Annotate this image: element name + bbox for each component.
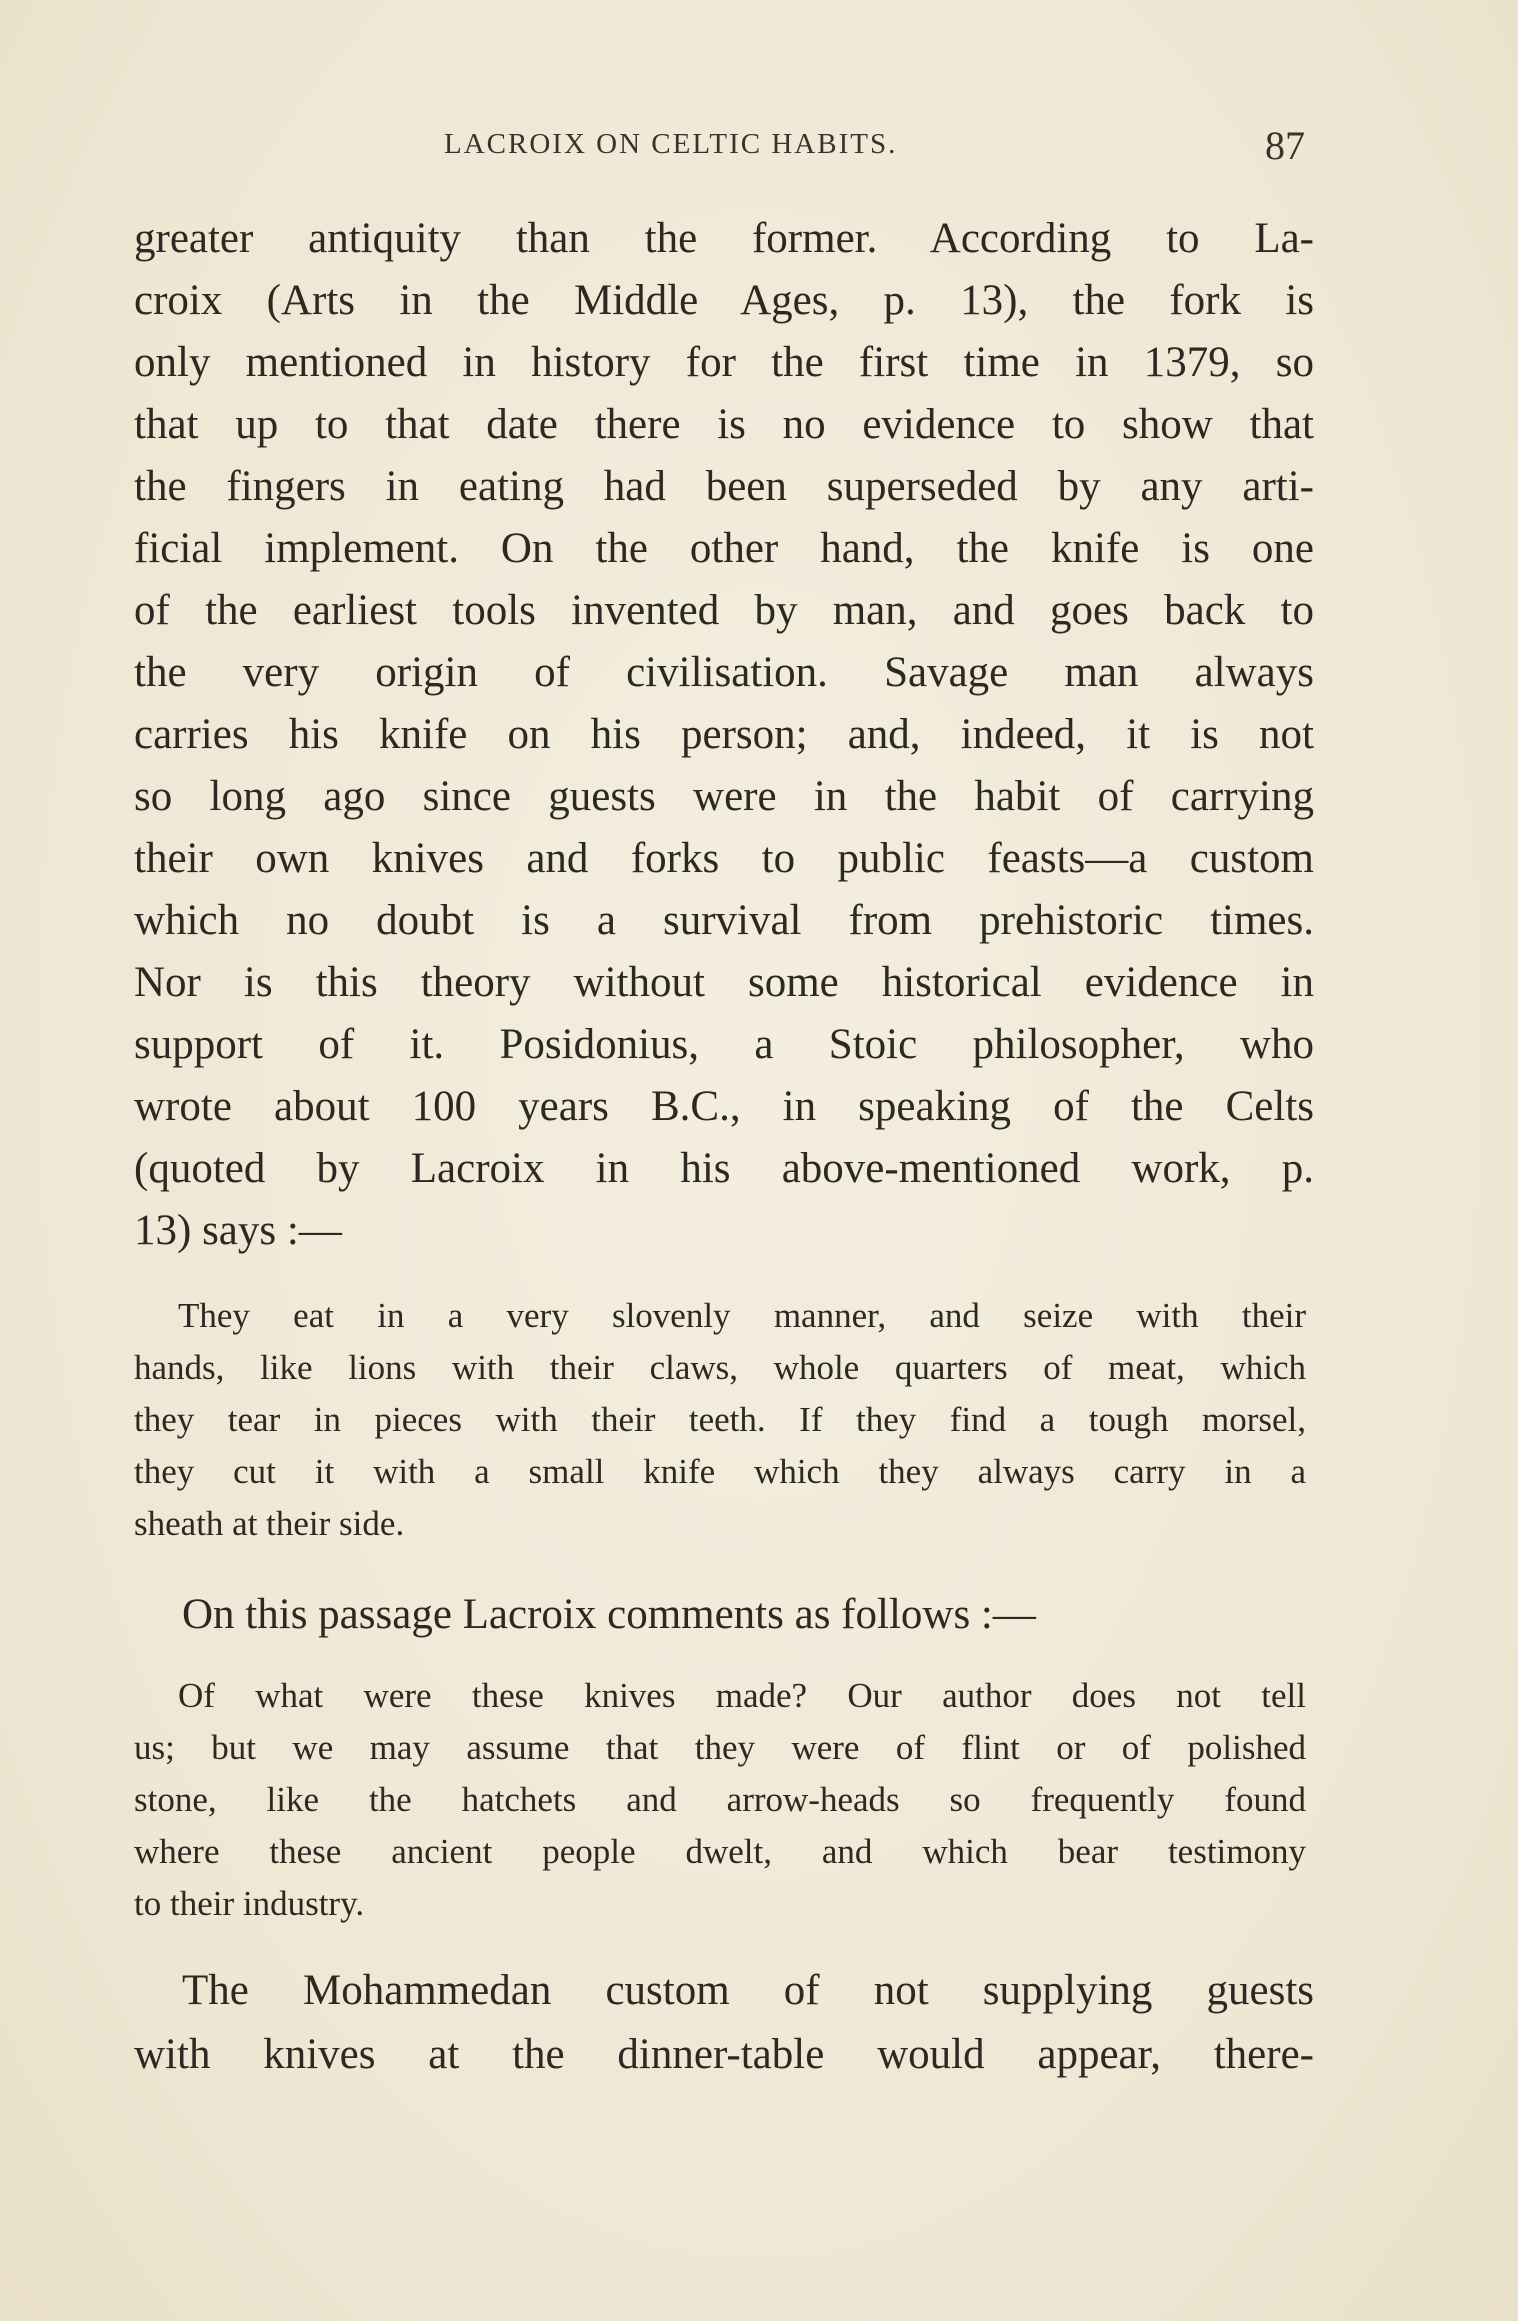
text-line: carries his knife on his person; and, indeed, it is not <box>134 711 1314 758</box>
text-line: (quoted by Lacroix in his above-mentioned work, p. <box>134 1145 1314 1192</box>
quote-line: sheath at their side. <box>134 1504 405 1543</box>
comment-line: On this passage Lacroix comments as follows :— <box>182 1591 1036 1638</box>
text-line: the fingers in eating had been superseded by any arti- <box>134 463 1314 510</box>
running-title: LACROIX ON CELTIC HABITS. <box>444 128 898 160</box>
text-line: that up to that date there is no evidence to show that <box>134 401 1314 448</box>
text-line: croix (Arts in the Middle Ages, p. 13), the fork is <box>134 277 1314 324</box>
quote-line: Of what were these knives made? Our author does not tell <box>178 1676 1306 1715</box>
text-line: only mentioned in history for the first time in 1379, so <box>134 339 1314 386</box>
running-head <box>0 123 1518 168</box>
quote-line: where these ancient people dwelt, and which bear testimony <box>134 1832 1306 1871</box>
text-line: The Mohammedan custom of not supplying guests <box>182 1967 1314 2014</box>
quote-line: they cut it with a small knife which they always carry in a <box>134 1452 1306 1491</box>
text-line: so long ago since guests were in the habit of carrying <box>134 773 1314 820</box>
quote-line: us; but we may assume that they were of flint or of polished <box>134 1728 1306 1767</box>
text-line: of the earliest tools invented by man, and goes back to <box>134 587 1314 634</box>
text-line: greater antiquity than the former. According to La- <box>134 215 1314 262</box>
page-number: 87 <box>1265 123 1305 168</box>
text-line: the very origin of civilisation. Savage man always <box>134 649 1314 696</box>
text-line: Nor is this theory without some historical evidence in <box>134 959 1314 1006</box>
quote-line: stone, like the hatchets and arrow-heads so frequently found <box>134 1780 1306 1819</box>
text-line: their own knives and forks to public feasts—a custom <box>134 835 1314 882</box>
text-line: which no doubt is a survival from prehistoric times. <box>134 897 1314 944</box>
text-line: wrote about 100 years B.C., in speaking of the Celts <box>134 1083 1314 1130</box>
text-line: 13) says :— <box>134 1207 342 1254</box>
quote-line: they tear in pieces with their teeth. If they find a tough morsel, <box>134 1400 1306 1439</box>
text-line: with knives at the dinner-table would appear, there- <box>134 2031 1314 2078</box>
text-line: support of it. Posidonius, a Stoic philosopher, who <box>134 1021 1314 1068</box>
quote-line: to their industry. <box>134 1884 365 1923</box>
text-line: ficial implement. On the other hand, the knife is one <box>134 525 1314 572</box>
quote-line: hands, like lions with their claws, whole quarters of meat, which <box>134 1348 1306 1387</box>
quote-line: They eat in a very slovenly manner, and seize with their <box>178 1296 1306 1335</box>
